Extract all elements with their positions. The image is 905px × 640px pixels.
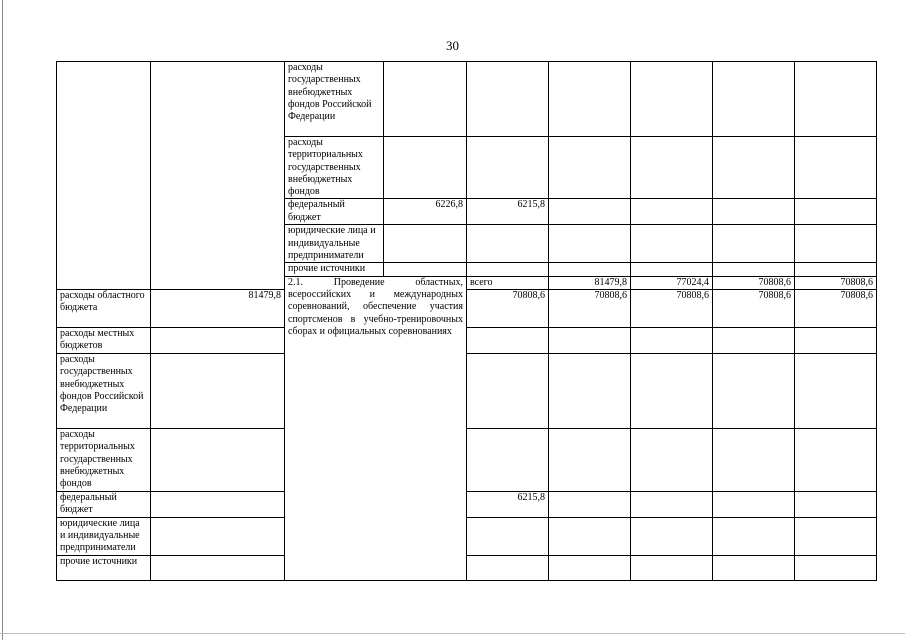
table-row [57,555,877,580]
value-cell [631,199,713,225]
value-cell [151,491,285,517]
source-label: расходы государственных внебюджетных фондов Российской Федерации [285,62,384,137]
source-label: федеральный бюджет [57,491,151,517]
value-cell: 70808,6 [631,290,713,328]
value-cell [549,199,631,225]
value-cell: 6215,8 [467,199,549,225]
source-label: прочие источники [57,555,151,580]
table-row [57,62,877,137]
source-label: расходы территориальных государственных внебюджетных фондов [285,137,384,199]
empty-cell [151,62,285,290]
value-cell [549,491,631,517]
table-row [57,429,877,491]
source-label: всего [467,276,549,289]
value-cell [631,491,713,517]
value-cell: 81479,8 [549,276,631,289]
value-cell: 6226,8 [384,199,467,225]
value-cell [713,199,795,225]
source-label: прочие источники [285,263,384,276]
page-number: 30 [446,38,459,53]
source-label: расходы государственных внебюджетных фондов Российской Федерации [57,354,151,429]
source-label: федеральный бюджет [285,199,384,225]
value-cell: 81479,8 [151,290,285,328]
empty-cell [57,62,151,290]
activity-description: 2.1. Проведение областных, всероссийских и международных соревнований, обеспечение участия спортсменов в учебно-тренировочных сборах и официальных соревнованиях [285,276,467,580]
value-cell: 77024,4 [631,276,713,289]
scan-edge-line [2,0,3,640]
value-cell [795,199,877,225]
value-cell: 6215,8 [467,491,549,517]
source-label: расходы местных бюджетов [57,328,151,354]
value-cell: 70808,6 [713,276,795,289]
value-cell: 70808,6 [467,290,549,328]
table-row [57,354,877,429]
budget-table [56,61,877,581]
source-label: юридические лица и индивидуальные предприниматели [57,517,151,555]
value-cell: 70808,6 [795,290,877,328]
value-cell [713,491,795,517]
value-cell: 70808,6 [795,276,877,289]
table-row [57,328,877,354]
value-cell [795,491,877,517]
source-label: расходы территориальных государственных внебюджетных фондов [57,429,151,491]
table-row [57,517,877,555]
value-cell: 70808,6 [549,290,631,328]
value-cell: 70808,6 [713,290,795,328]
table-row [57,290,877,328]
source-label: расходы областного бюджета [57,290,151,328]
scan-bottom-line [0,633,905,634]
table-row [57,491,877,517]
source-label: юридические лица и индивидуальные предприниматели [285,225,384,263]
